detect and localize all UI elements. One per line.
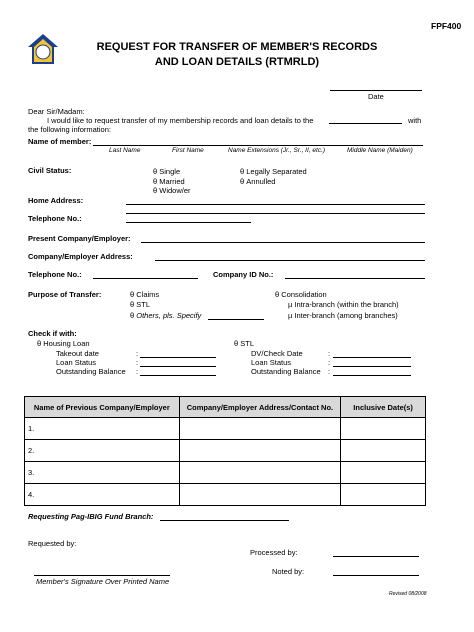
purpose-claims-option[interactable]: θ Claims	[130, 290, 160, 299]
purpose-label: Purpose of Transfer:	[28, 290, 102, 299]
address-cell[interactable]	[179, 462, 341, 484]
address-cell[interactable]	[179, 418, 341, 440]
intra-branch-option[interactable]: µ Intra-branch (within the branch)	[288, 300, 399, 309]
form-title-line2: AND LOAN DETAILS (RTMRLD)	[154, 56, 320, 68]
home-address-field[interactable]	[126, 204, 425, 205]
purpose-others-field[interactable]	[208, 319, 264, 320]
stl-balance-label: Outstanding Balance	[251, 367, 321, 376]
colon: :	[136, 358, 139, 367]
colon: :	[328, 349, 331, 358]
row-number[interactable]: 1.	[25, 418, 180, 440]
check-if-with-label: Check if with:	[28, 329, 77, 338]
takeout-date-label: Takeout date	[56, 349, 99, 358]
company-address-field[interactable]	[155, 260, 425, 261]
colon: :	[136, 349, 139, 358]
stl-balance-field[interactable]	[333, 375, 411, 376]
dates-cell[interactable]	[341, 462, 426, 484]
column-header-address-contact: Company/Employer Address/Contact No.	[179, 397, 341, 418]
company-address-label: Company/Employer Address:	[28, 252, 133, 261]
table-row	[25, 418, 426, 440]
name-extension-caption: Name Extensions (Jr., Sr., II, etc.)	[228, 147, 326, 154]
address-cell[interactable]	[179, 484, 341, 506]
inter-branch-option[interactable]: µ Inter-branch (among branches)	[288, 311, 398, 320]
home-address-label: Home Address:	[28, 196, 84, 205]
table-row	[25, 440, 426, 462]
present-company-label: Present Company/Employer:	[28, 234, 131, 243]
table-row	[25, 462, 426, 484]
date-field[interactable]	[330, 90, 422, 91]
middle-name-caption: Middle Name (Maiden)	[347, 147, 413, 154]
noted-by-label: Noted by:	[272, 567, 305, 576]
name-label: Name of member:	[28, 137, 92, 146]
purpose-consolidation-option[interactable]: θ Consolidation	[275, 290, 327, 299]
dates-cell[interactable]	[341, 418, 426, 440]
stl-loan-status-field[interactable]	[333, 366, 411, 367]
telephone-label: Telephone No.:	[28, 214, 82, 223]
intro-with: with	[408, 116, 422, 125]
column-header-previous-company: Name of Previous Company/Employer	[25, 397, 180, 418]
stl-loan-status-label: Loan Status	[251, 358, 292, 367]
row-number[interactable]: 2.	[25, 440, 180, 462]
telephone2-label: Telephone No.:	[28, 270, 82, 279]
colon: :	[328, 358, 331, 367]
member-signature-field[interactable]	[34, 575, 170, 576]
processed-by-label: Processed by:	[250, 548, 298, 557]
column-header-inclusive-dates: Inclusive Date(s)	[341, 397, 426, 418]
civil-married-option[interactable]: θ Married	[153, 177, 185, 186]
destination-branch-field[interactable]	[329, 123, 402, 124]
civil-single-option[interactable]: θ Single	[153, 167, 181, 176]
takeout-date-field[interactable]	[140, 357, 216, 358]
colon: :	[136, 367, 139, 376]
telephone-field[interactable]	[126, 222, 251, 223]
signature-caption: Member's Signature Over Printed Name	[36, 577, 170, 586]
requested-by-label: Requested by:	[28, 539, 77, 548]
dates-cell[interactable]	[341, 484, 426, 506]
noted-by-field[interactable]	[333, 575, 419, 576]
housing-loan-status-field[interactable]	[140, 366, 216, 367]
member-name-field[interactable]	[93, 145, 423, 146]
dv-check-date-field[interactable]	[333, 357, 411, 358]
dv-check-date-label: DV/Check Date	[251, 349, 303, 358]
stl-option[interactable]: θ STL	[234, 339, 255, 348]
date-label: Date	[368, 92, 384, 101]
last-name-caption: Last Name	[109, 147, 141, 154]
row-number[interactable]: 3.	[25, 462, 180, 484]
requesting-branch-label: Requesting Pag-IBIG Fund Branch:	[28, 512, 154, 521]
housing-balance-label: Outstanding Balance	[56, 367, 126, 376]
address-cell[interactable]	[179, 440, 341, 462]
intro-text-2: the following information:	[28, 125, 111, 134]
present-company-field[interactable]	[141, 242, 425, 243]
form-code: FPF400	[431, 21, 462, 31]
civil-status-label: Civil Status:	[28, 166, 72, 175]
civil-separated-option[interactable]: θ Legally Separated	[240, 167, 307, 176]
company-telephone-field[interactable]	[93, 278, 198, 279]
first-name-caption: First Name	[172, 147, 204, 154]
purpose-others-option[interactable]: θ Others, pls. Specify	[130, 311, 202, 320]
dates-cell[interactable]	[341, 440, 426, 462]
salutation: Dear Sir/Madam:	[28, 107, 85, 116]
housing-loan-status-label: Loan Status	[56, 358, 97, 367]
civil-widow-option[interactable]: θ Widow/er	[153, 186, 191, 195]
housing-loan-option[interactable]: θ Housing Loan	[37, 339, 90, 348]
processed-by-field[interactable]	[333, 556, 419, 557]
company-id-field[interactable]	[285, 278, 425, 279]
home-address-field-2[interactable]	[126, 213, 425, 214]
company-id-label: Company ID No.:	[213, 270, 274, 279]
colon: :	[328, 367, 331, 376]
housing-balance-field[interactable]	[140, 375, 216, 376]
purpose-stl-option[interactable]: θ STL	[130, 300, 151, 309]
row-number[interactable]: 4.	[25, 484, 180, 506]
requesting-branch-field[interactable]	[160, 520, 289, 521]
previous-employers-table	[24, 396, 426, 506]
table-row	[25, 484, 426, 506]
intro-text: I would like to request transfer of my membership records and loan details to the	[47, 116, 314, 125]
civil-annulled-option[interactable]: θ Annulled	[240, 177, 276, 186]
form-title-line1: REQUEST FOR TRANSFER OF MEMBER'S RECORDS	[96, 41, 378, 53]
revision-note: Revised 08/2008	[389, 591, 427, 597]
